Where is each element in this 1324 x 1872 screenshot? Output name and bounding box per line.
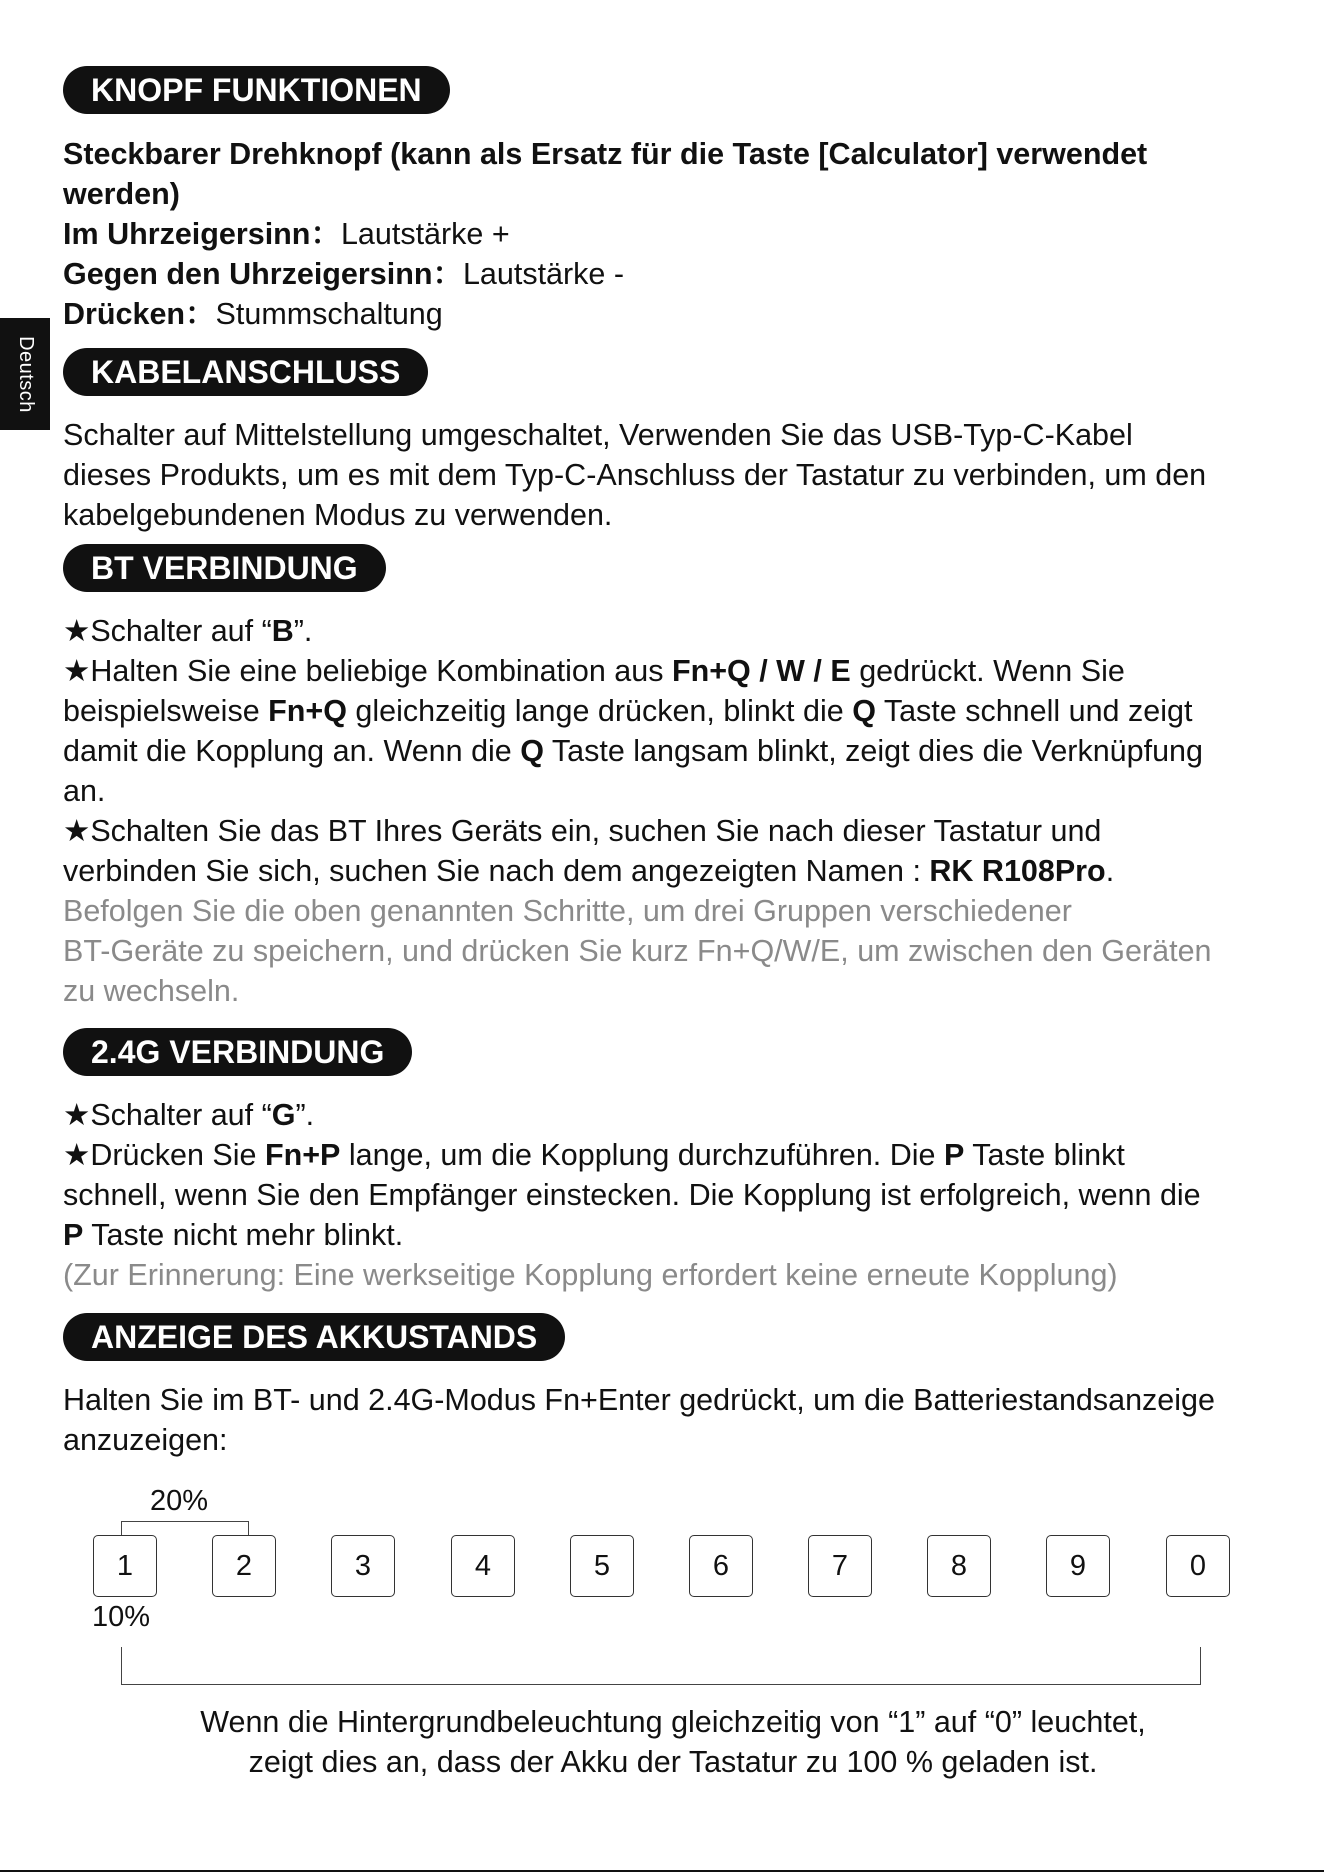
knob-line-1-run-1: Steckbarer Drehknopf (kann als Ersatz für die Taste [Calculator] verwendet [63, 137, 1148, 171]
bt-line-10-run-1: zu wechseln. [63, 974, 240, 1008]
g24-line-4 [63, 1215, 1283, 1255]
bt-line-3-run-2: Fn+Q [268, 694, 347, 728]
bt-line-1-run-3: ”. [293, 614, 313, 648]
cable-line-3 [63, 495, 1283, 535]
bt-line-3-run-4: Q [852, 694, 876, 728]
battery-caption [63, 1702, 1283, 1782]
key-9: 9 [1046, 1535, 1110, 1597]
bt-line-8-run-1: Befolgen Sie die oben genannten Schritte, um drei Gruppen verschiedener [63, 894, 1072, 928]
key-5: 5 [570, 1535, 634, 1597]
g24-line-2-run-5: Taste blinkt [964, 1138, 1125, 1172]
heading-battery-display: ANZEIGE DES AKKUSTANDS [63, 1313, 565, 1361]
heading-bt-connection: BT VERBINDUNG [63, 544, 386, 592]
battery-caption-line-2: zeigt dies an, dass der Akku der Tastatur zu 100 % geladen ist. [248, 1745, 1098, 1779]
knob-line-4 [63, 254, 1283, 294]
g24-line-2-run-2: Fn+P [264, 1138, 341, 1172]
knob-line-3-run-1: Im Uhrzeigersinn： [63, 217, 341, 251]
g24-line-4-run-1: P [63, 1218, 84, 1252]
key-7: 7 [808, 1535, 872, 1597]
battery-line-1 [63, 1380, 1283, 1420]
key-8: 8 [927, 1535, 991, 1597]
bt-line-8 [63, 891, 1283, 931]
bt-line-5 [63, 771, 1283, 811]
g24-line-5 [63, 1255, 1283, 1295]
bt-line-1-run-1: ★Schalter auf “ [63, 614, 272, 648]
bt-line-4-run-2: Q [520, 734, 544, 768]
g24-line-4-run-2: Taste nicht mehr blinkt. [83, 1218, 404, 1252]
bt-line-3 [63, 691, 1283, 731]
battery-line-1-run-1: Halten Sie im BT- und 2.4G-Modus Fn+Enter gedrückt, um die Batteriestandsanzeige [63, 1383, 1215, 1417]
bt-line-7 [63, 851, 1283, 891]
knob-line-2 [63, 174, 1283, 214]
bt-line-1 [63, 611, 1283, 651]
knob-line-1 [63, 134, 1283, 174]
bt-line-7-run-1: verbinden Sie sich, suchen Sie nach dem angezeigten Namen : [63, 854, 930, 888]
bt-line-6-run-1: ★Schalten Sie das BT Ihres Geräts ein, suchen Sie nach dieser Tastatur und [63, 814, 1102, 848]
label-10-percent: 10% [92, 1601, 151, 1633]
battery-display-text [63, 1380, 1283, 1460]
bt-line-7-run-2: RK R108Pro [929, 854, 1106, 888]
knob-line-5-run-1: Drücken： [63, 297, 216, 331]
bt-line-3-run-1: beispielsweise [63, 694, 269, 728]
g24-line-2-run-3: lange, um die Kopplung durchzuführen. Die [340, 1138, 944, 1172]
knob-functions-text [63, 134, 1283, 334]
cable-line-2 [63, 455, 1283, 495]
g24-line-2-run-4: P [944, 1138, 965, 1172]
bt-line-1-run-2: B [271, 614, 294, 648]
bracket-full-range [121, 1647, 1201, 1685]
heading-24g-connection: 2.4G VERBINDUNG [63, 1028, 412, 1076]
g24-line-1 [63, 1095, 1283, 1135]
cable-line-2-run-1: dieses Produkts, um es mit dem Typ-C-Anschluss der Tastatur zu verbinden, um den [63, 458, 1207, 492]
g24-line-3 [63, 1175, 1283, 1215]
key-3: 3 [331, 1535, 395, 1597]
bt-line-3-run-5: Taste schnell und zeigt [875, 694, 1193, 728]
battery-caption-line-1: Wenn die Hintergrundbeleuchtung gleichzeitig von “1” auf “0” leuchtet, [200, 1705, 1146, 1739]
bt-line-4 [63, 731, 1283, 771]
bt-line-4-run-1: damit die Kopplung an. Wenn die [63, 734, 521, 768]
g24-line-1-run-3: ”. [295, 1098, 315, 1132]
g24-line-3-run-1: schnell, wenn Sie den Empfänger einstecken. Die Kopplung ist erfolgreich, wenn die [63, 1178, 1201, 1212]
bt-connection-text [63, 611, 1283, 1011]
heading-cable-connection: KABELANSCHLUSS [63, 348, 428, 396]
bt-line-6 [63, 811, 1283, 851]
knob-line-5-run-2: Stummschaltung [215, 297, 443, 331]
key-2: 2 [212, 1535, 276, 1597]
g24-line-2-run-1: ★Drücken Sie [63, 1138, 265, 1172]
knob-line-3 [63, 214, 1283, 254]
language-tab-label: Deutsch [14, 335, 37, 413]
cable-line-3-run-1: kabelgebundenen Modus zu verwenden. [63, 498, 613, 532]
bt-line-7-run-3: . [1105, 854, 1115, 888]
g24-line-5-run-1: (Zur Erinnerung: Eine werkseitige Kopplung erfordert keine erneute Kopplung) [63, 1258, 1118, 1292]
battery-line-2-run-1: anzuzeigen: [63, 1423, 228, 1457]
key-4: 4 [451, 1535, 515, 1597]
cable-line-1 [63, 415, 1283, 455]
bt-line-9-run-1: BT-Geräte zu speichern, und drücken Sie kurz Fn+Q/W/E, um zwischen den Geräten [63, 934, 1212, 968]
bt-line-5-run-1: an. [63, 774, 106, 808]
24g-connection-text [63, 1095, 1283, 1295]
cable-connection-text [63, 415, 1283, 535]
bt-line-9 [63, 931, 1283, 971]
battery-line-2 [63, 1420, 1283, 1460]
knob-line-3-run-2: Lautstärke + [340, 217, 510, 251]
bracket-20-percent [121, 1521, 249, 1535]
bt-line-3-run-3: gleichzeitig lange drücken, blinkt die [346, 694, 853, 728]
bt-line-2-run-2: Fn+Q / W / E [671, 654, 851, 688]
knob-line-5 [63, 294, 1283, 334]
key-0: 0 [1166, 1535, 1230, 1597]
g24-line-1-run-1: ★Schalter auf “ [63, 1098, 272, 1132]
g24-line-1-run-2: G [271, 1098, 296, 1132]
bt-line-4-run-3: Taste langsam blinkt, zeigt dies die Verknüpfung [543, 734, 1203, 768]
label-20-percent: 20% [150, 1485, 209, 1517]
g24-line-2 [63, 1135, 1283, 1175]
bt-line-2-run-3: gedrückt. Wenn Sie [850, 654, 1125, 688]
heading-knob-functions: KNOPF FUNKTIONEN [63, 66, 450, 114]
key-1: 1 [93, 1535, 157, 1597]
bt-line-10 [63, 971, 1283, 1011]
key-6: 6 [689, 1535, 753, 1597]
knob-line-4-run-1: Gegen den Uhrzeigersinn： [63, 257, 463, 291]
knob-line-2-run-1: werden) [63, 177, 180, 211]
language-tab [0, 318, 50, 430]
bt-line-2-run-1: ★Halten Sie eine beliebige Kombination aus [63, 654, 672, 688]
cable-line-1-run-1: Schalter auf Mittelstellung umgeschaltet, Verwenden Sie das USB-Typ-C-Kabel [63, 418, 1133, 452]
knob-line-4-run-2: Lautstärke - [462, 257, 625, 291]
bt-line-2 [63, 651, 1283, 691]
